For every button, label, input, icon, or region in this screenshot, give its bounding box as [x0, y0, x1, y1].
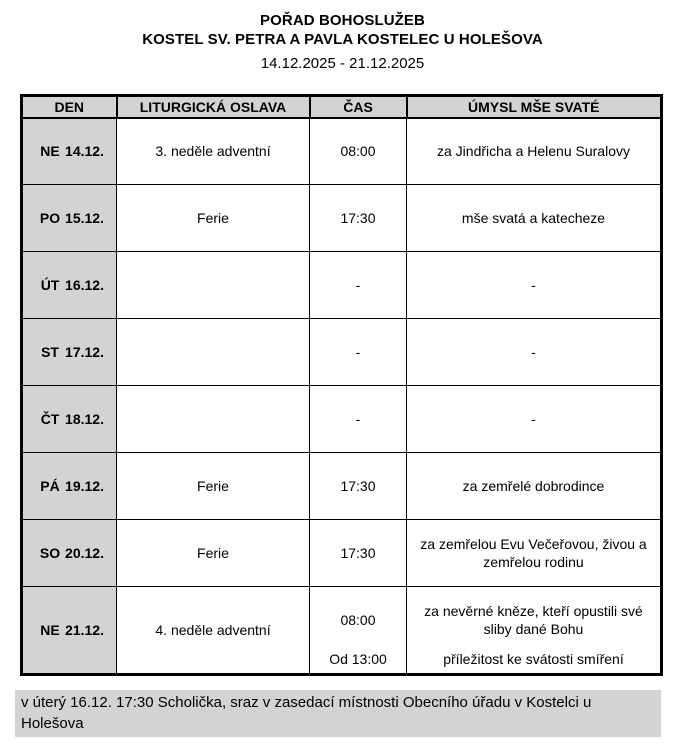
day-date: 20.12. — [65, 545, 104, 561]
time-cell: - — [310, 386, 407, 453]
table-row — [22, 185, 662, 252]
table-row — [22, 587, 662, 675]
schedule-table — [20, 94, 663, 676]
celebration-cell: Ferie — [117, 520, 310, 587]
table-header-row — [22, 96, 662, 118]
date-range: 14.12.2025 - 21.12.2025 — [260, 55, 425, 72]
intention-cell — [407, 587, 662, 675]
column-header-umysl-mse-svate: ÚMYSL MŠE SVATÉ — [407, 96, 662, 118]
page-title: POŘAD BOHOSLUŽEB — [260, 12, 425, 29]
day-cell — [22, 587, 117, 675]
day-abbrev: ČT — [40, 411, 60, 427]
column-header-liturgicka-oslava: LITURGICKÁ OSLAVA — [117, 96, 310, 118]
table-row — [22, 386, 662, 453]
document-header — [0, 0, 685, 73]
time-cell: 08:00 — [310, 118, 407, 185]
table-row — [22, 520, 662, 587]
day-abbrev: PO — [39, 210, 61, 226]
celebration-cell: Ferie — [117, 453, 310, 520]
intention-cell: - — [407, 252, 662, 319]
day-date: 14.12. — [65, 143, 104, 160]
celebration-cell — [117, 386, 310, 453]
day-abbrev: NE — [40, 143, 60, 160]
day-abbrev: ÚT — [40, 277, 60, 293]
intention-cell: - — [407, 386, 662, 453]
table-row — [22, 252, 662, 319]
day-date: 19.12. — [65, 478, 104, 494]
celebration-cell — [117, 319, 310, 386]
day-date: 15.12. — [65, 210, 104, 226]
page-subtitle: KOSTEL SV. PETRA A PAVLA KOSTELEC U HOLEŠOVA — [142, 31, 543, 48]
intention-entry: za nevěrné kněze, kteří opustili své sliby dané Bohu — [424, 602, 643, 637]
celebration-cell: Ferie — [117, 185, 310, 252]
day-date: 16.12. — [65, 277, 104, 293]
column-header-cas: ČAS — [310, 96, 407, 118]
day-abbrev: SO — [39, 545, 61, 561]
day-date: 18.12. — [65, 411, 104, 427]
intention-cell: mše svatá a katecheze — [407, 185, 662, 252]
intention-cell: za zemřelou Evu Večeřovou, živou a zemřelou rodinu — [407, 520, 662, 587]
time-cell: - — [310, 252, 407, 319]
day-abbrev: ST — [41, 344, 59, 360]
celebration-cell: 3. neděle adventní — [117, 118, 310, 185]
day-abbrev: PÁ — [40, 478, 60, 494]
time-cell: 17:30 — [310, 185, 407, 252]
time-entry: 08:00 — [340, 611, 376, 628]
time-cell — [310, 587, 407, 675]
intention-cell: - — [407, 319, 662, 386]
day-cell — [22, 319, 117, 386]
day-cell — [22, 118, 117, 185]
celebration-cell: 4. neděle adventní — [117, 587, 310, 675]
day-date: 17.12. — [65, 344, 104, 360]
intention-entry: příležitost ke svátosti smíření — [443, 651, 624, 667]
column-header-den: DEN — [22, 96, 117, 118]
time-entry: Od 13:00 — [329, 651, 387, 667]
table-row — [22, 118, 662, 185]
table-row — [22, 319, 662, 386]
day-cell — [22, 185, 117, 252]
day-abbrev: NE — [40, 622, 60, 638]
table-body — [22, 118, 662, 675]
table-row — [22, 453, 662, 520]
intention-cell: za Jindřicha a Helenu Suralovy — [407, 118, 662, 185]
intention-cell: za zemřelé dobrodince — [407, 453, 662, 520]
celebration-cell — [117, 252, 310, 319]
time-cell: 17:30 — [310, 453, 407, 520]
day-cell — [22, 252, 117, 319]
day-cell — [22, 386, 117, 453]
footer-note: v úterý 16.12. 17:30 Scholička, sraz v zasedací místnosti Obecního úřadu v Kostelci u Holešova — [15, 690, 661, 737]
time-cell: 17:30 — [310, 520, 407, 587]
day-cell — [22, 520, 117, 587]
day-cell — [22, 453, 117, 520]
day-date: 21.12. — [65, 622, 104, 638]
time-cell: - — [310, 319, 407, 386]
